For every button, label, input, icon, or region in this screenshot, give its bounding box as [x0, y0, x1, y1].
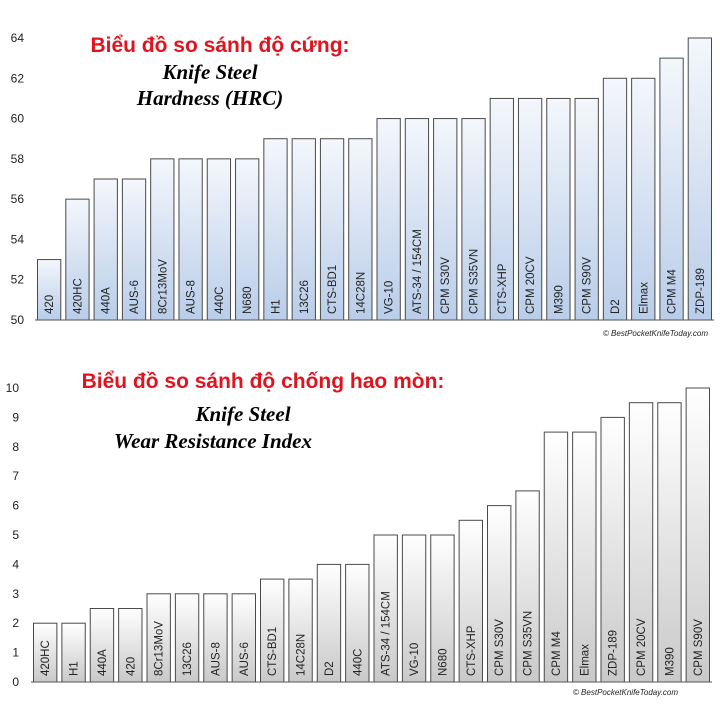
- bar: [658, 403, 681, 682]
- bar-label: Elmax: [638, 282, 651, 314]
- bar-label: CPM 20CV: [525, 256, 538, 314]
- bar-label: AUS-6: [238, 642, 251, 676]
- y-tick-label: 7: [12, 469, 19, 484]
- y-tick-label: 1: [12, 645, 19, 660]
- bar-label: ATS-34 / 154CM: [380, 591, 393, 676]
- y-tick-label: 4: [12, 557, 19, 572]
- bar-label: N680: [242, 286, 255, 314]
- bar-label: CPM M4: [666, 269, 679, 314]
- y-tick-label: 5: [12, 528, 19, 542]
- bar-label: H1: [270, 299, 283, 314]
- bar-label: Elmax: [579, 644, 592, 676]
- bar-label: 8Cr13MoV: [153, 621, 166, 676]
- wear-chart-title-line2: Wear Resistance Index: [114, 429, 312, 453]
- bar-label: 420HC: [40, 640, 53, 676]
- bar-label: AUS-8: [210, 642, 223, 676]
- wear-resistance-chart-svg: [0, 360, 720, 720]
- bar-label: 440A: [96, 649, 109, 676]
- y-tick-label: 2: [12, 616, 19, 631]
- bar-label: CPM 20CV: [636, 618, 649, 676]
- bar-label: D2: [609, 299, 622, 314]
- y-tick-label: 58: [10, 151, 24, 166]
- wear-chart-title-vi: Biểu đồ so sánh độ chống hao mòn:: [81, 370, 445, 393]
- bar-label: CPM S35VN: [522, 610, 535, 676]
- bar-label: D2: [323, 661, 336, 676]
- y-tick-label: 0: [12, 675, 19, 689]
- y-tick-label: 6: [12, 498, 19, 513]
- bar-label: CTS-BD1: [327, 264, 340, 314]
- hardness-chart: [0, 0, 720, 348]
- bar-label: 440C: [213, 286, 226, 314]
- bar-label: 440C: [352, 648, 365, 676]
- bar-label: AUS-8: [185, 280, 198, 314]
- bar-label: ATS-34 / 154CM: [411, 229, 424, 314]
- bar-label: AUS-6: [129, 280, 142, 314]
- y-tick-label: 50: [10, 313, 24, 327]
- y-tick-label: 56: [10, 192, 24, 207]
- bar-label: 420HC: [72, 278, 85, 314]
- bar-label: 420: [44, 294, 57, 314]
- bar: [264, 139, 287, 320]
- hardness-chart-svg: [0, 0, 720, 348]
- bar-label: 14C28N: [295, 633, 308, 676]
- y-tick-label: 62: [10, 71, 24, 86]
- bar-label: 420: [125, 656, 138, 676]
- hardness-chart-title-vi: Biểu đồ so sánh độ cứng:: [90, 34, 350, 57]
- bar-label: CTS-XHP: [465, 625, 478, 676]
- hardness-chart-title-line2: Hardness (HRC): [136, 86, 284, 110]
- hardness-chart-credit: © BestPocketKnifeToday.com: [602, 329, 708, 338]
- bar-label: ZDP-189: [694, 267, 707, 314]
- bar-label: H1: [68, 661, 81, 676]
- y-tick-label: 10: [5, 381, 19, 395]
- bar: [603, 78, 626, 320]
- y-tick-label: 60: [10, 111, 24, 126]
- bar-label: CPM S30V: [440, 257, 453, 314]
- y-tick-label: 9: [12, 410, 19, 425]
- bar-label: CPM S90V: [581, 257, 594, 314]
- bar-label: VG-10: [409, 642, 422, 676]
- bar-label: M390: [664, 647, 677, 676]
- bar-label: 8Cr13MoV: [157, 259, 170, 314]
- y-tick-label: 52: [10, 272, 24, 287]
- bar-label: CPM S35VN: [468, 248, 481, 314]
- bar-label: 13C26: [298, 280, 311, 314]
- wear-resistance-chart: [0, 360, 720, 720]
- bar-label: CPM S30V: [494, 619, 507, 676]
- bar-label: 14C28N: [355, 271, 368, 314]
- y-tick-label: 54: [10, 232, 24, 247]
- hardness-chart-title-line1: Knife Steel: [162, 60, 258, 84]
- bar-label: VG-10: [383, 280, 396, 314]
- bar-label: CPM M4: [550, 631, 563, 676]
- bar-label: ZDP-189: [607, 629, 620, 676]
- y-tick-label: 8: [12, 439, 19, 454]
- y-tick-label: 64: [10, 31, 24, 45]
- wear-chart-title-line1: Knife Steel: [195, 402, 291, 426]
- y-tick-label: 3: [12, 586, 19, 601]
- bar-label: M390: [553, 285, 566, 314]
- bar-label: 13C26: [182, 642, 195, 676]
- bar-label: CTS-XHP: [496, 263, 509, 314]
- bar-label: CTS-BD1: [267, 626, 280, 676]
- bar-label: CPM S90V: [692, 619, 705, 676]
- wear-chart-credit: © BestPocketKnifeToday.com: [572, 688, 678, 697]
- bar-label: 440A: [100, 287, 113, 314]
- bar-label: N680: [437, 648, 450, 676]
